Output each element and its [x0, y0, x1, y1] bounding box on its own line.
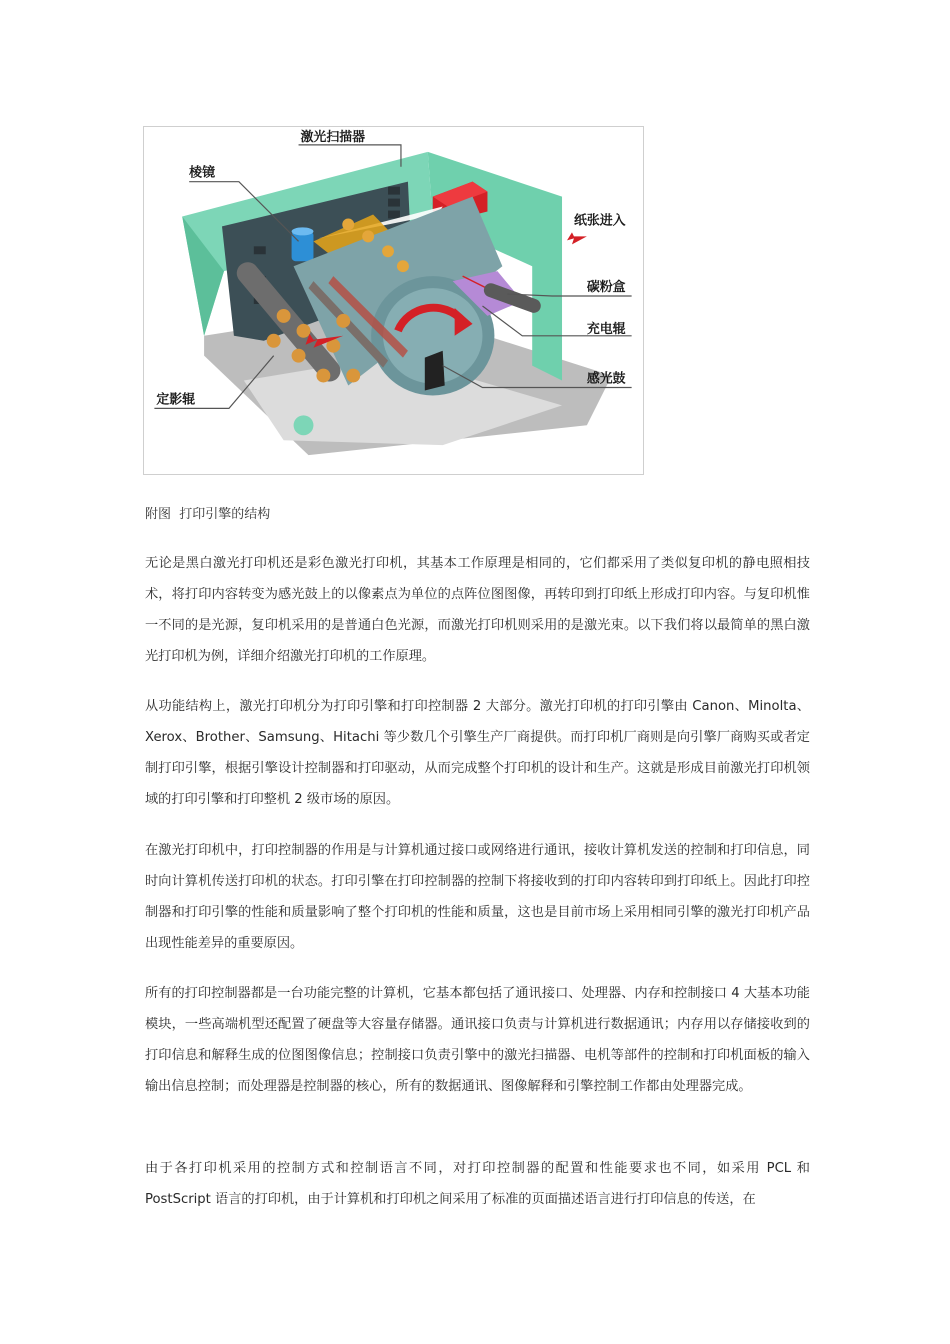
paragraph-4: 所有的打印控制器都是一台功能完整的计算机，它基本都包括了通讯接口、处理器、内存和控制接口 4 大基本功能模块，一些高端机型还配置了硬盘等大容量存储器。通讯接口负责与计算机进行数据通讯；内存用以存储接收到的打印信息和解释生成的位图图像信息；控制接口负责引擎中的激光扫描器、电机等部件的控制和打印机面板的输入输出信息控制；而处理器是控制器的核心，所有的数据通讯、图像解释和引擎控制工作都由处理器完成。 [145, 986, 810, 1094]
label-scanner: 激光扫描器 [300, 129, 366, 145]
printer-engine-diagram [143, 126, 644, 475]
figure-caption: 附图 打印引擎的结构 [145, 507, 271, 522]
label-paper-in: 纸张进入 [573, 213, 626, 229]
label-drum: 感光鼓 [586, 371, 626, 387]
label-charge-roller: 充电辊 [586, 321, 626, 337]
paper-in-arrow [567, 232, 587, 244]
label-prism: 棱镜 [189, 165, 216, 181]
paragraph-2: 从功能结构上，激光打印机分为打印引擎和打印控制器 2 大部分。激光打印机的打印引擎由 Canon、Minolta、Xerox、Brother、Samsung、Hitachi 等少数几个引擎生产厂商提供。而打印机厂商则是向引擎厂商购买或者定制打印引擎，根据引擎设计控制器和打印驱动，从而完成整个打印机的设计和生产。这就是形成目前激光打印机领域的打印引擎和打印整机 2 级市场的原因。 [145, 699, 810, 807]
paragraph-3: 在激光打印机中，打印控制器的作用是与计算机通过接口或网络进行通讯，接收计算机发送的控制和打印信息，同时向计算机传送打印机的状态。打印引擎在打印控制器的控制下将接收到的打印内容转印到打印纸上。因此打印控制器和打印引擎的性能和质量影响了整个打印机的性能和质量，这也是目前市场上采用相同引擎的激光打印机产品出现性能差异的重要原因。 [145, 843, 810, 951]
paragraph-1: 无论是黑白激光打印机还是彩色激光打印机，其基本工作原理是相同的，它们都采用了类似复印机的静电照相技术，将打印内容转变为感光鼓上的以像素点为单位的点阵位图图像，再转印到打印纸上形成打印内容。与复印机惟一不同的是光源，复印机采用的是普通白色光源，而激光打印机则采用的是激光束。以下我们将以最简单的黑白激光打印机为例，详细介绍激光打印机的工作原理。 [145, 556, 810, 664]
label-fuser: 定影辊 [156, 392, 196, 408]
prism [292, 231, 314, 261]
paragraph-5: 由于各打印机采用的控制方式和控制语言不同，对打印控制器的配置和性能要求也不同，如采用 PCL 和 PostScript 语言的打印机，由于计算机和打印机之间采用了标准的页面描述语言进行打印信息的传送，在 [145, 1161, 810, 1207]
label-toner: 碳粉盒 [586, 280, 626, 296]
